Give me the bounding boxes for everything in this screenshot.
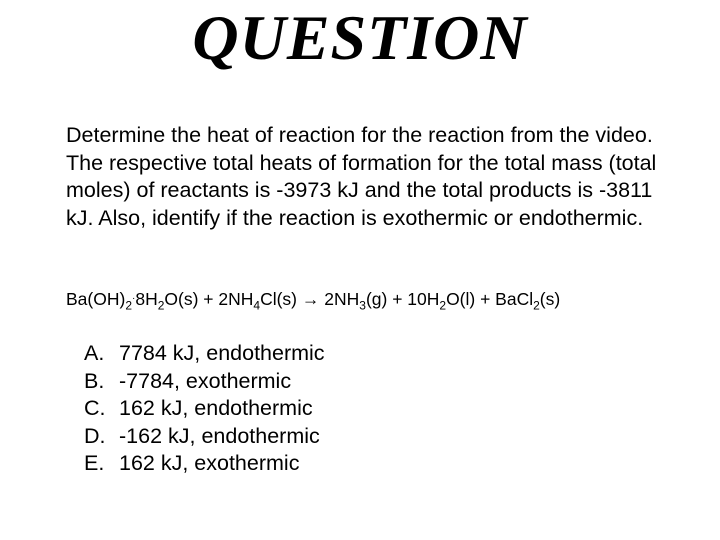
equation-part: O(s) + 2NH [164, 289, 254, 309]
equation-part: 8H [135, 289, 158, 309]
answer-choices [84, 340, 325, 478]
choice-a[interactable] [84, 340, 325, 368]
equation-subscript: 2 [125, 298, 132, 313]
choice-b[interactable] [84, 368, 325, 396]
equation-part: O(l) + BaCl [446, 289, 534, 309]
equation-dot: · [132, 293, 136, 304]
choice-text: 7784 kJ, endothermic [119, 341, 325, 365]
equation-subscript: 2 [439, 298, 447, 313]
choice-e[interactable] [84, 450, 325, 478]
equation-part: Ba(OH) [66, 289, 126, 309]
equation-subscript: 2 [533, 298, 540, 313]
equation-subscript: 4 [253, 298, 261, 313]
equation-part: (s) [539, 289, 561, 309]
equation-subscript: 2 [157, 298, 165, 313]
equation-subscript: 3 [359, 298, 366, 313]
question-text: Determine the heat of reaction for the reaction from the video. The respective total heats of formation for the total mass (total moles) of reactants is -3973 kJ and the total products is -3811 kJ. Also, identify if the reaction is exothermic or endothermic. [66, 123, 657, 230]
page-title: QUESTION [192, 2, 528, 73]
choice-letter: D. [84, 423, 106, 448]
choice-text: 162 kJ, endothermic [119, 396, 313, 421]
equation-part: Cl(s) → 2NH [260, 289, 360, 309]
chemical-equation [66, 287, 706, 311]
choice-c[interactable] [84, 395, 325, 423]
equation-part: (g) + 10H [365, 289, 440, 309]
choice-letter: C. [84, 396, 106, 421]
choice-text: 162 kJ, exothermic [119, 451, 300, 476]
choice-text: -7784, exothermic [119, 368, 292, 393]
choice-letter: B. [84, 368, 105, 393]
choice-d[interactable] [84, 423, 325, 451]
choice-letter: E. [84, 451, 105, 476]
choice-text: -162 kJ, endothermic [119, 423, 320, 448]
choice-letter: A. [84, 341, 105, 365]
